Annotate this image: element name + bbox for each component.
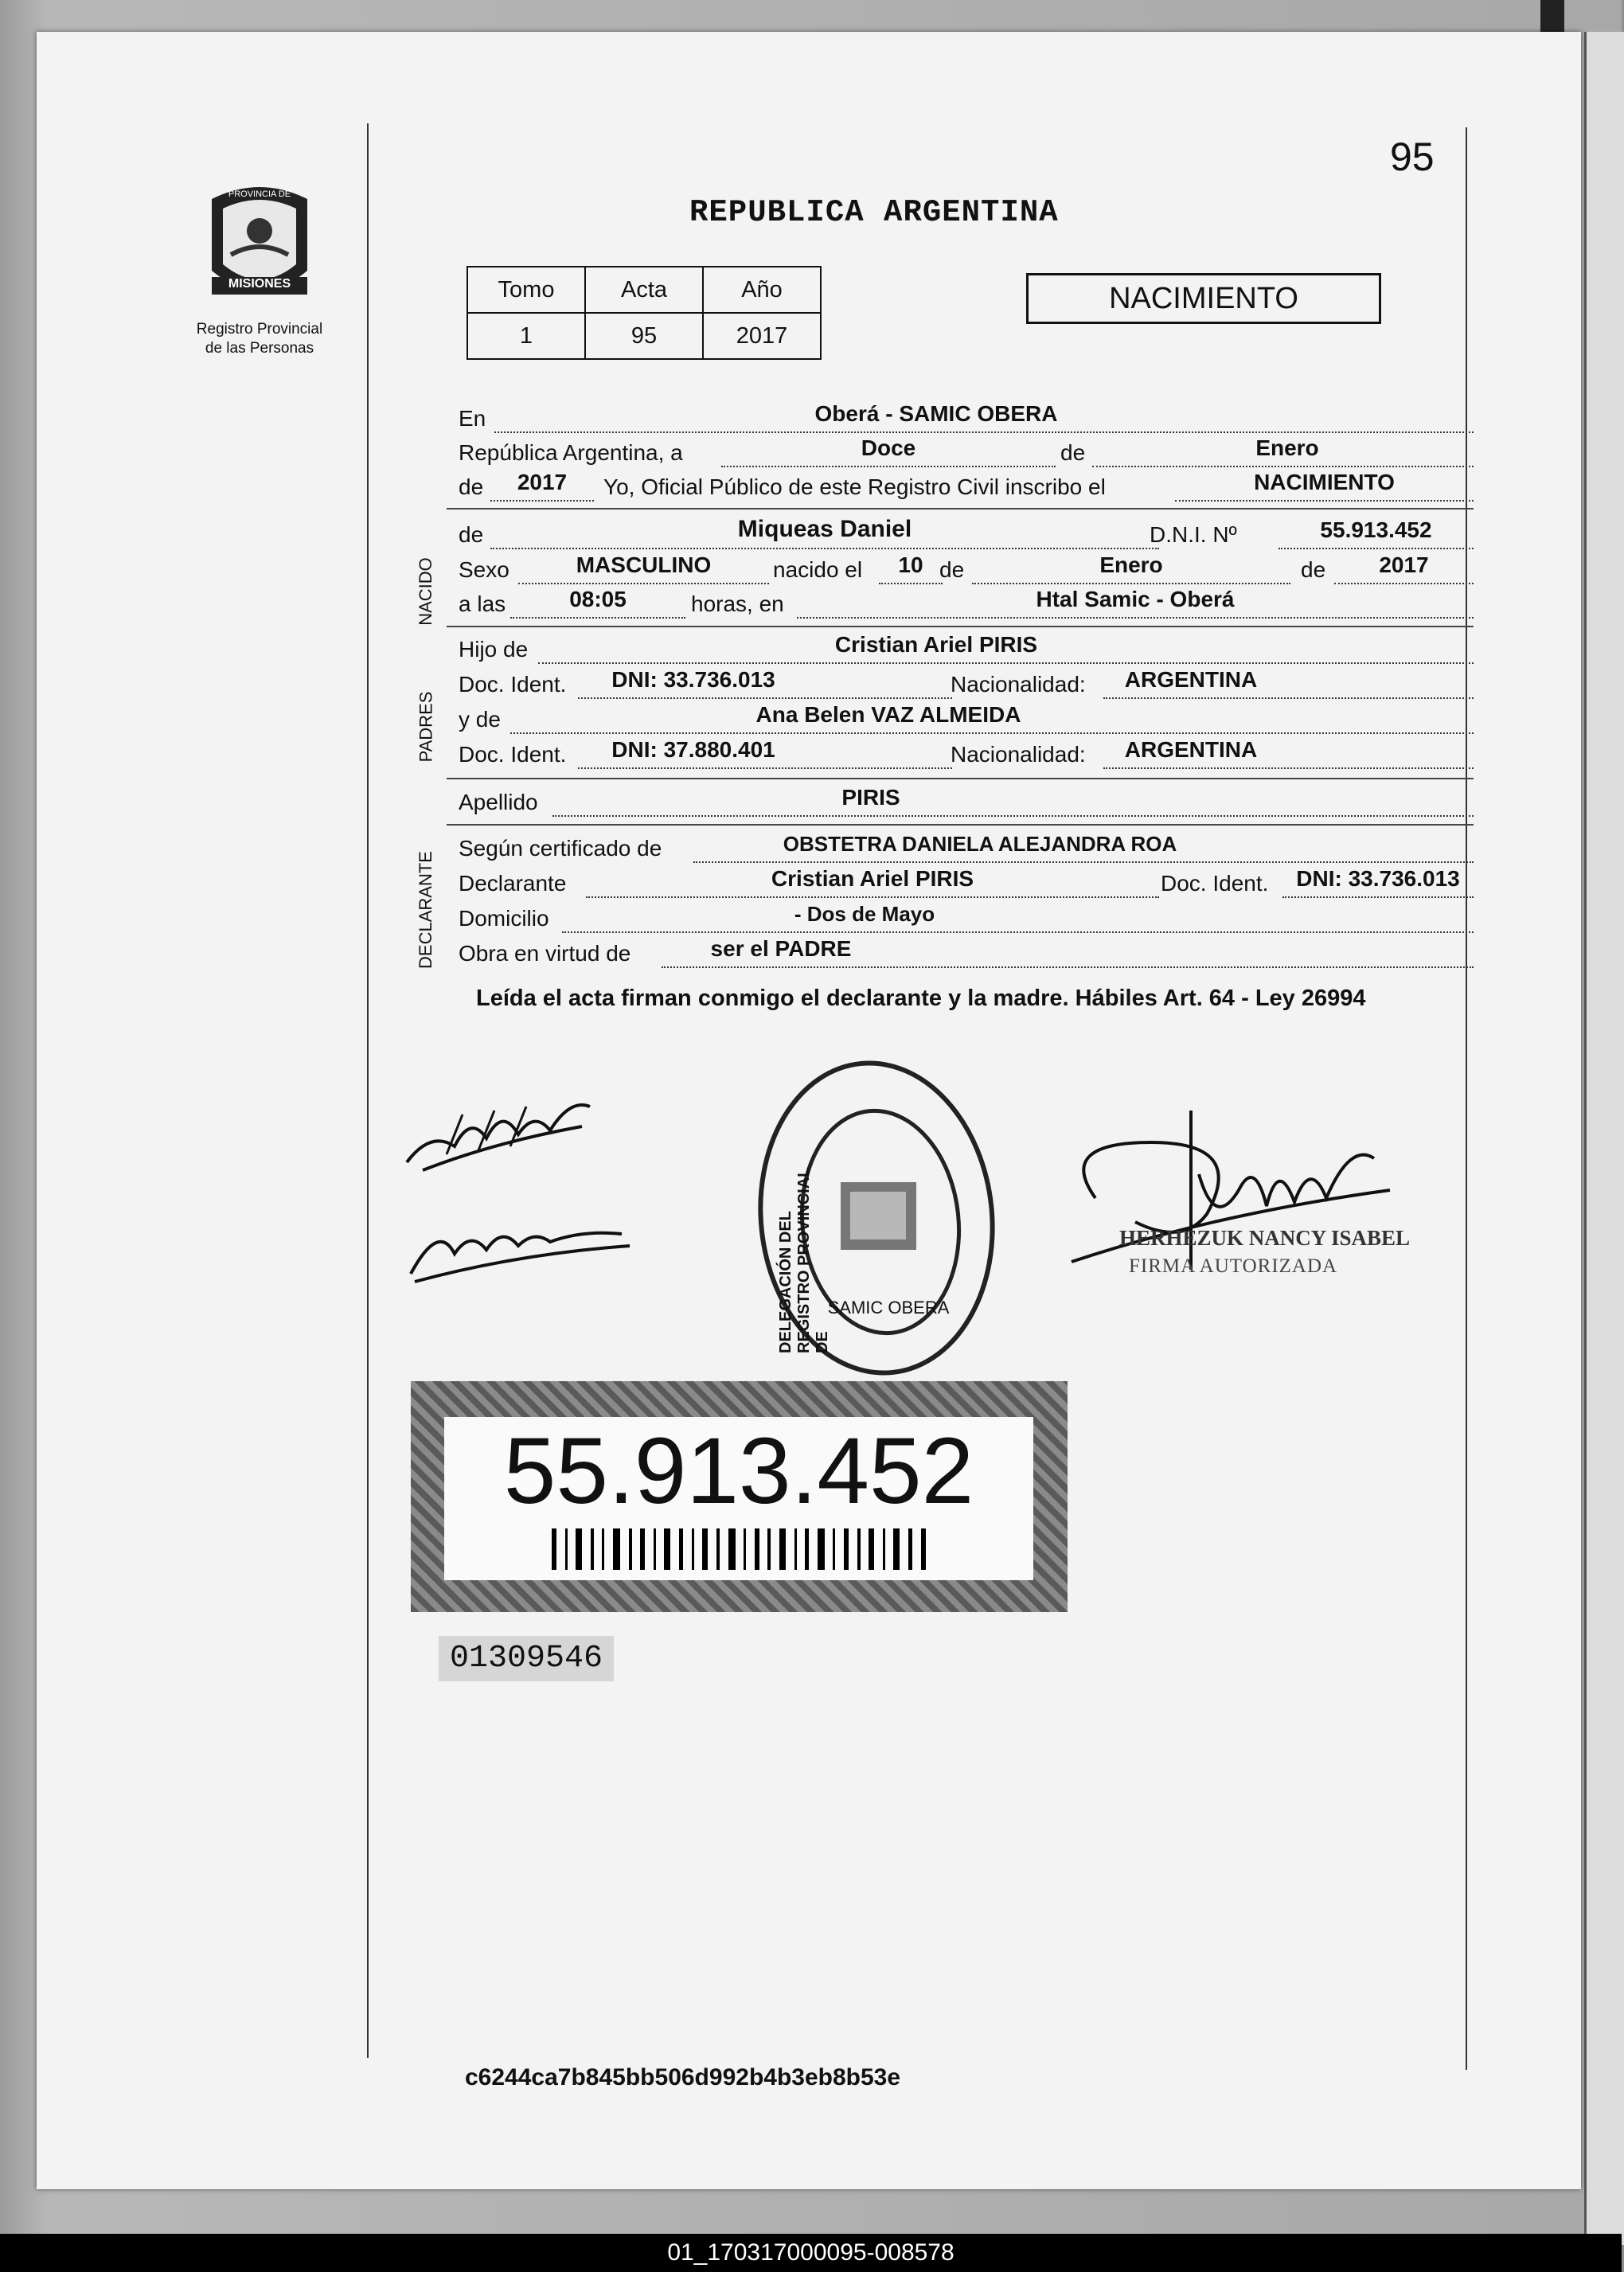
value-obra: ser el PADRE	[710, 936, 852, 961]
value-birth-time: 08:05	[569, 587, 627, 611]
stamp-inner-text: SAMIC OBERA	[827, 1298, 950, 1318]
value-birth-year: 2017	[1379, 552, 1429, 577]
logo-arc-text: PROVINCIA DE	[228, 189, 291, 199]
value-apellido: PIRIS	[841, 785, 900, 810]
document-title: REPUBLICA ARGENTINA	[689, 195, 1059, 230]
value-mother-name: Ana Belen VAZ ALMEIDA	[755, 702, 1021, 727]
label-doc-ident: Doc. Ident.	[1161, 871, 1269, 896]
label-doc-ident: Doc. Ident.	[459, 672, 567, 697]
certificate-type-box: NACIMIENTO	[1026, 273, 1381, 324]
row-mother-doc	[459, 736, 1474, 772]
section-label-nacido: NACIDO	[415, 557, 435, 626]
org-line-1: Registro Provincial	[196, 321, 323, 338]
section-divider	[447, 824, 1474, 826]
label-doc-ident: Doc. Ident.	[459, 742, 567, 767]
label-sexo: Sexo	[459, 557, 509, 582]
value-domicilio: - Dos de Mayo	[794, 902, 935, 926]
registry-org-name	[148, 320, 371, 358]
closing-note: Leída el acta firman conmigo el declarante y la madre. Hábiles Art. 64 - Ley 26994	[476, 986, 1366, 1011]
value-place: Oberá - SAMIC OBERA	[814, 401, 1058, 426]
official-signature	[1056, 1095, 1422, 1282]
label-hijo-de: Hijo de	[459, 637, 529, 662]
org-line-2: de las Personas	[205, 340, 314, 357]
section-divider	[447, 508, 1474, 509]
row-father-doc	[459, 666, 1474, 702]
value-declarante-name: Cristian Ariel PIRIS	[771, 866, 974, 891]
page-number: 95	[1390, 135, 1435, 179]
registry-value: 95	[585, 313, 703, 359]
value-birth-day: 10	[898, 552, 923, 577]
label-de2: de	[1301, 557, 1326, 582]
logo-name: MISIONES	[228, 277, 291, 291]
label-de2: de	[459, 474, 484, 499]
value-mother-nationality: ARGENTINA	[1124, 737, 1258, 762]
barcode-bars	[552, 1528, 926, 1570]
registry-header: Año	[703, 267, 821, 313]
value-father-nationality: ARGENTINA	[1124, 667, 1258, 692]
label-horas-en: horas, en	[691, 591, 784, 616]
label-nacionalidad: Nacionalidad:	[951, 742, 1086, 767]
label-de: de	[939, 557, 965, 582]
left-margin-line	[367, 123, 369, 2058]
value-year: 2017	[517, 470, 568, 494]
label-en: En	[459, 406, 486, 431]
row-declarante	[459, 865, 1474, 901]
label-y-de: y de	[459, 707, 501, 732]
registry-table	[467, 266, 822, 360]
label-a-las: a las	[459, 591, 506, 616]
birth-certificate-page	[37, 32, 1581, 2189]
section-divider	[447, 626, 1474, 627]
row-father	[459, 630, 1474, 667]
official-title: FIRMA AUTORIZADA	[1129, 1255, 1338, 1277]
barcode-number: 55.913.452	[503, 1419, 974, 1524]
row-domicilio	[459, 900, 1474, 936]
row-date	[459, 434, 1474, 470]
document-hash: c6244ca7b845bb506d992b4b3eb8b53e	[465, 2064, 901, 2090]
official-stamp	[745, 1027, 1016, 1397]
value-child-name: Miqueas Daniel	[737, 516, 912, 542]
handwritten-signature-icon	[399, 1198, 638, 1294]
scanner-edge	[1540, 0, 1564, 32]
value-inscription: NACIMIENTO	[1254, 470, 1395, 494]
registry-value: 1	[467, 313, 585, 359]
stamp-ring-text: DELEGACIÓN DEL REGISTRO PROVINCIAL DE	[777, 1168, 831, 1353]
value-child-dni: 55.913.452	[1320, 517, 1432, 542]
value-certificado: OBSTETRA DANIELA ALEJANDRA ROA	[783, 832, 1177, 856]
row-apellido	[459, 783, 1474, 820]
value-father-doc: DNI: 33.736.013	[611, 667, 775, 692]
label-nacionalidad: Nacionalidad:	[951, 672, 1086, 697]
row-mother	[459, 701, 1474, 737]
label-de: de	[1060, 440, 1086, 465]
label-dni: D.N.I. Nº	[1150, 522, 1237, 547]
row-statement	[459, 468, 1474, 505]
barcode-sticker	[411, 1381, 1068, 1612]
section-divider	[447, 778, 1474, 779]
label-obra-en-virtud: Obra en virtud de	[459, 941, 631, 966]
label-nacido-el: nacido el	[773, 557, 863, 582]
value-mother-doc: DNI: 37.880.401	[611, 737, 775, 762]
value-birth-place: Htal Samic - Oberá	[1036, 587, 1235, 611]
signature-madre	[399, 1198, 638, 1298]
row-nacido-name	[459, 516, 1474, 552]
label-republica: República Argentina, a	[459, 440, 683, 465]
label-segun-certificado: Según certificado de	[459, 836, 662, 861]
section-label-declarante: DECLARANTE	[415, 851, 435, 969]
label-statement: Yo, Oficial Público de este Registro Civil inscribo el	[603, 474, 1106, 499]
label-de: de	[459, 522, 484, 547]
row-nacido-time	[459, 585, 1474, 622]
label-domicilio: Domicilio	[459, 906, 549, 931]
signature-declarante	[399, 1067, 606, 1190]
official-name: HERHEZUK NANCY ISABEL	[1119, 1226, 1411, 1250]
registry-header: Acta	[585, 267, 703, 313]
barcode-label	[444, 1417, 1033, 1580]
value-month: Enero	[1255, 435, 1319, 460]
row-place	[459, 400, 1474, 436]
scan-footer-id: 01_170317000095-008578	[0, 2234, 1622, 2272]
handwritten-signature-icon	[399, 1067, 606, 1186]
value-declarante-doc: DNI: 33.736.013	[1296, 866, 1460, 891]
label-declarante: Declarante	[459, 871, 567, 896]
section-label-padres: PADRES	[416, 691, 436, 763]
row-nacido-sexo	[459, 551, 1474, 588]
adjacent-page-strip	[1584, 32, 1624, 2245]
registry-header: Tomo	[467, 267, 585, 313]
value-father-name: Cristian Ariel PIRIS	[834, 632, 1038, 657]
value-day: Doce	[861, 435, 916, 460]
registry-value: 2017	[703, 313, 821, 359]
row-obra	[459, 935, 1474, 971]
serial-number: 01309546	[439, 1636, 614, 1681]
value-sexo: MASCULINO	[576, 552, 712, 577]
value-birth-month: Enero	[1099, 552, 1163, 577]
row-certificado	[459, 830, 1474, 866]
label-apellido: Apellido	[459, 790, 538, 814]
